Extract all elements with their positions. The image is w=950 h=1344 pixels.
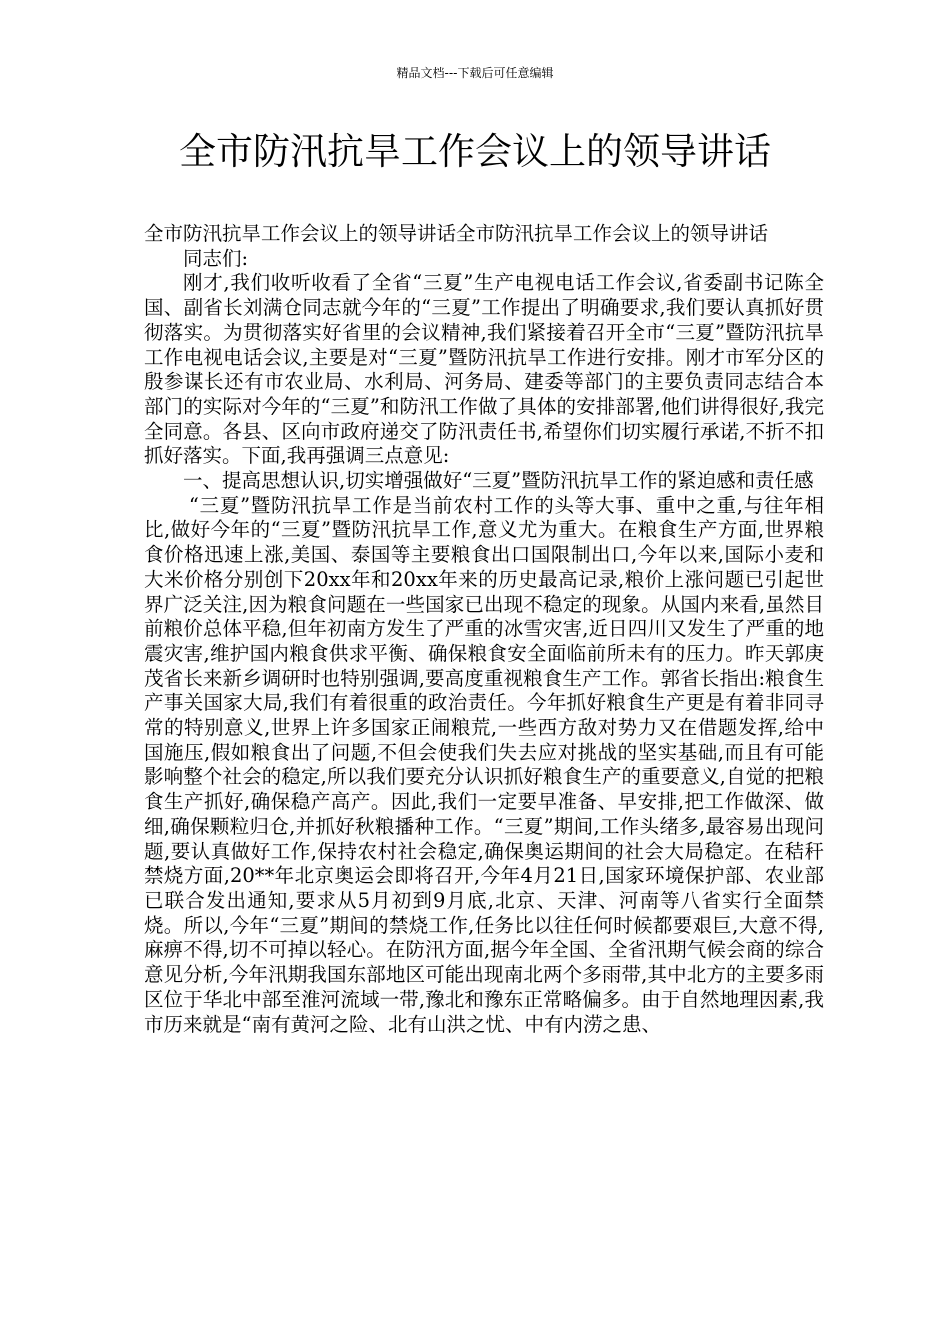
section-heading-1: 一、提高思想认识,切实增强做好“三夏”暨防汛抗旱工作的紧迫感和责任感 <box>183 469 814 493</box>
paragraph-section-1: “三夏”暨防汛抗旱工作是当前农村工作的头等大事、重中之重,与往年相比,做好今年的“三夏”暨防汛抗旱工作,意义尤为重大。在粮食生产方面,世界粮食价格迅速上涨,美国、泰国等主要粮食出口国限制出口,今年以来,国际小麦和大米价格分别创下20xx年和20xx年来的历史最高记录,粮价上涨问题已引起世界广泛关注,因为粮食问题在一些国家已出现不稳定的现象。从国内来看,虽然目前粮价总体平稳,但年初南方发生了严重的冰雪灾害,近日四川又发生了严重的地震灾害,维护国内粮食供求平衡、确保粮食安全面临前所未有的压力。昨天郭庚茂省长来新乡调研时也特别强调,要高度重视粮食生产工作。郭省长指出:粮食生产事关国家大局,我们有着很重的政治责任。今年抓好粮食生产更是有着非同寻常的特别意义,世界上许多国家正闹粮荒,一些西方敌对势力又在借题发挥,给中国施压,假如粮食出了问题,不但会使我们失去应对挑战的坚实基础,而且有可能影响整个社会的稳定,所以我们要充分认识抓好粮食生产的重要意义,自觉的把粮食生产抓好,确保稳产高产。因此,我们一定要早准备、早安排,把工作做深、做细,确保颗粒归仓,并抓好秋粮播种工作。“三夏”期间,工作头绪多,最容易出现问题,要认真做好工作,保持农村社会稳定,确保奥运期间的社会大局稳定。在秸秆禁烧方面,20**年北京奥运会即将召开,今年4月21日,国家环境保护部、农业部已联合发出通知,要求从5月初到9月底,北京、天津、河南等八省实行全面禁烧。所以,今年“三夏”期间的禁烧工作,任务比以往任何时候都要艰巨,大意不得,麻痹不得,切不可掉以轻心。在防汛方面,据今年全国、全省汛期气候会商的综合意见分析,今年汛期我国东部地区可能出现南北两个多雨带,其中北方的主要多雨区位于华北中部至淮河流域一带,豫北和豫东正常略偏多。由于自然地理因素,我市历来就是“南有黄河之险、北有山洪之忧、中有内涝之患、 <box>144 493 824 1036</box>
document-body <box>144 222 824 1037</box>
document-title: 全市防汛抗旱工作会议上的领导讲话 <box>179 130 771 173</box>
paragraph-subtitle: 全市防汛抗旱工作会议上的领导讲话全市防汛抗旱工作会议上的领导讲话 <box>144 222 769 245</box>
paragraph-greeting: 同志们: <box>183 246 249 270</box>
paragraph-intro: 刚才,我们收听收看了全省“三夏”生产电视电话工作会议,省委副书记陈全国、副省长刘满仓同志就今年的“三夏”工作提出了明确要求,我们要认真抓好贯彻落实。为贯彻落实好省里的会议精神,我们紧接着召开全市“三夏”暨防汛抗旱工作电视电话会议,主要是对“三夏”暨防汛抗旱工作进行安排。刚才市军分区的殷参谋长还有市农业局、水利局、河务局、建委等部门的主要负责同志结合本部门的实际对今年的“三夏”和防汛工作做了具体的安排部署,他们讲得很好,我完全同意。各县、区向市政府递交了防汛责任书,希望你们切实履行承诺,不折不扣抓好落实。下面,我再强调三点意见: <box>144 271 824 468</box>
page-header: 精品文档---下载后可任意编辑 <box>396 66 554 80</box>
